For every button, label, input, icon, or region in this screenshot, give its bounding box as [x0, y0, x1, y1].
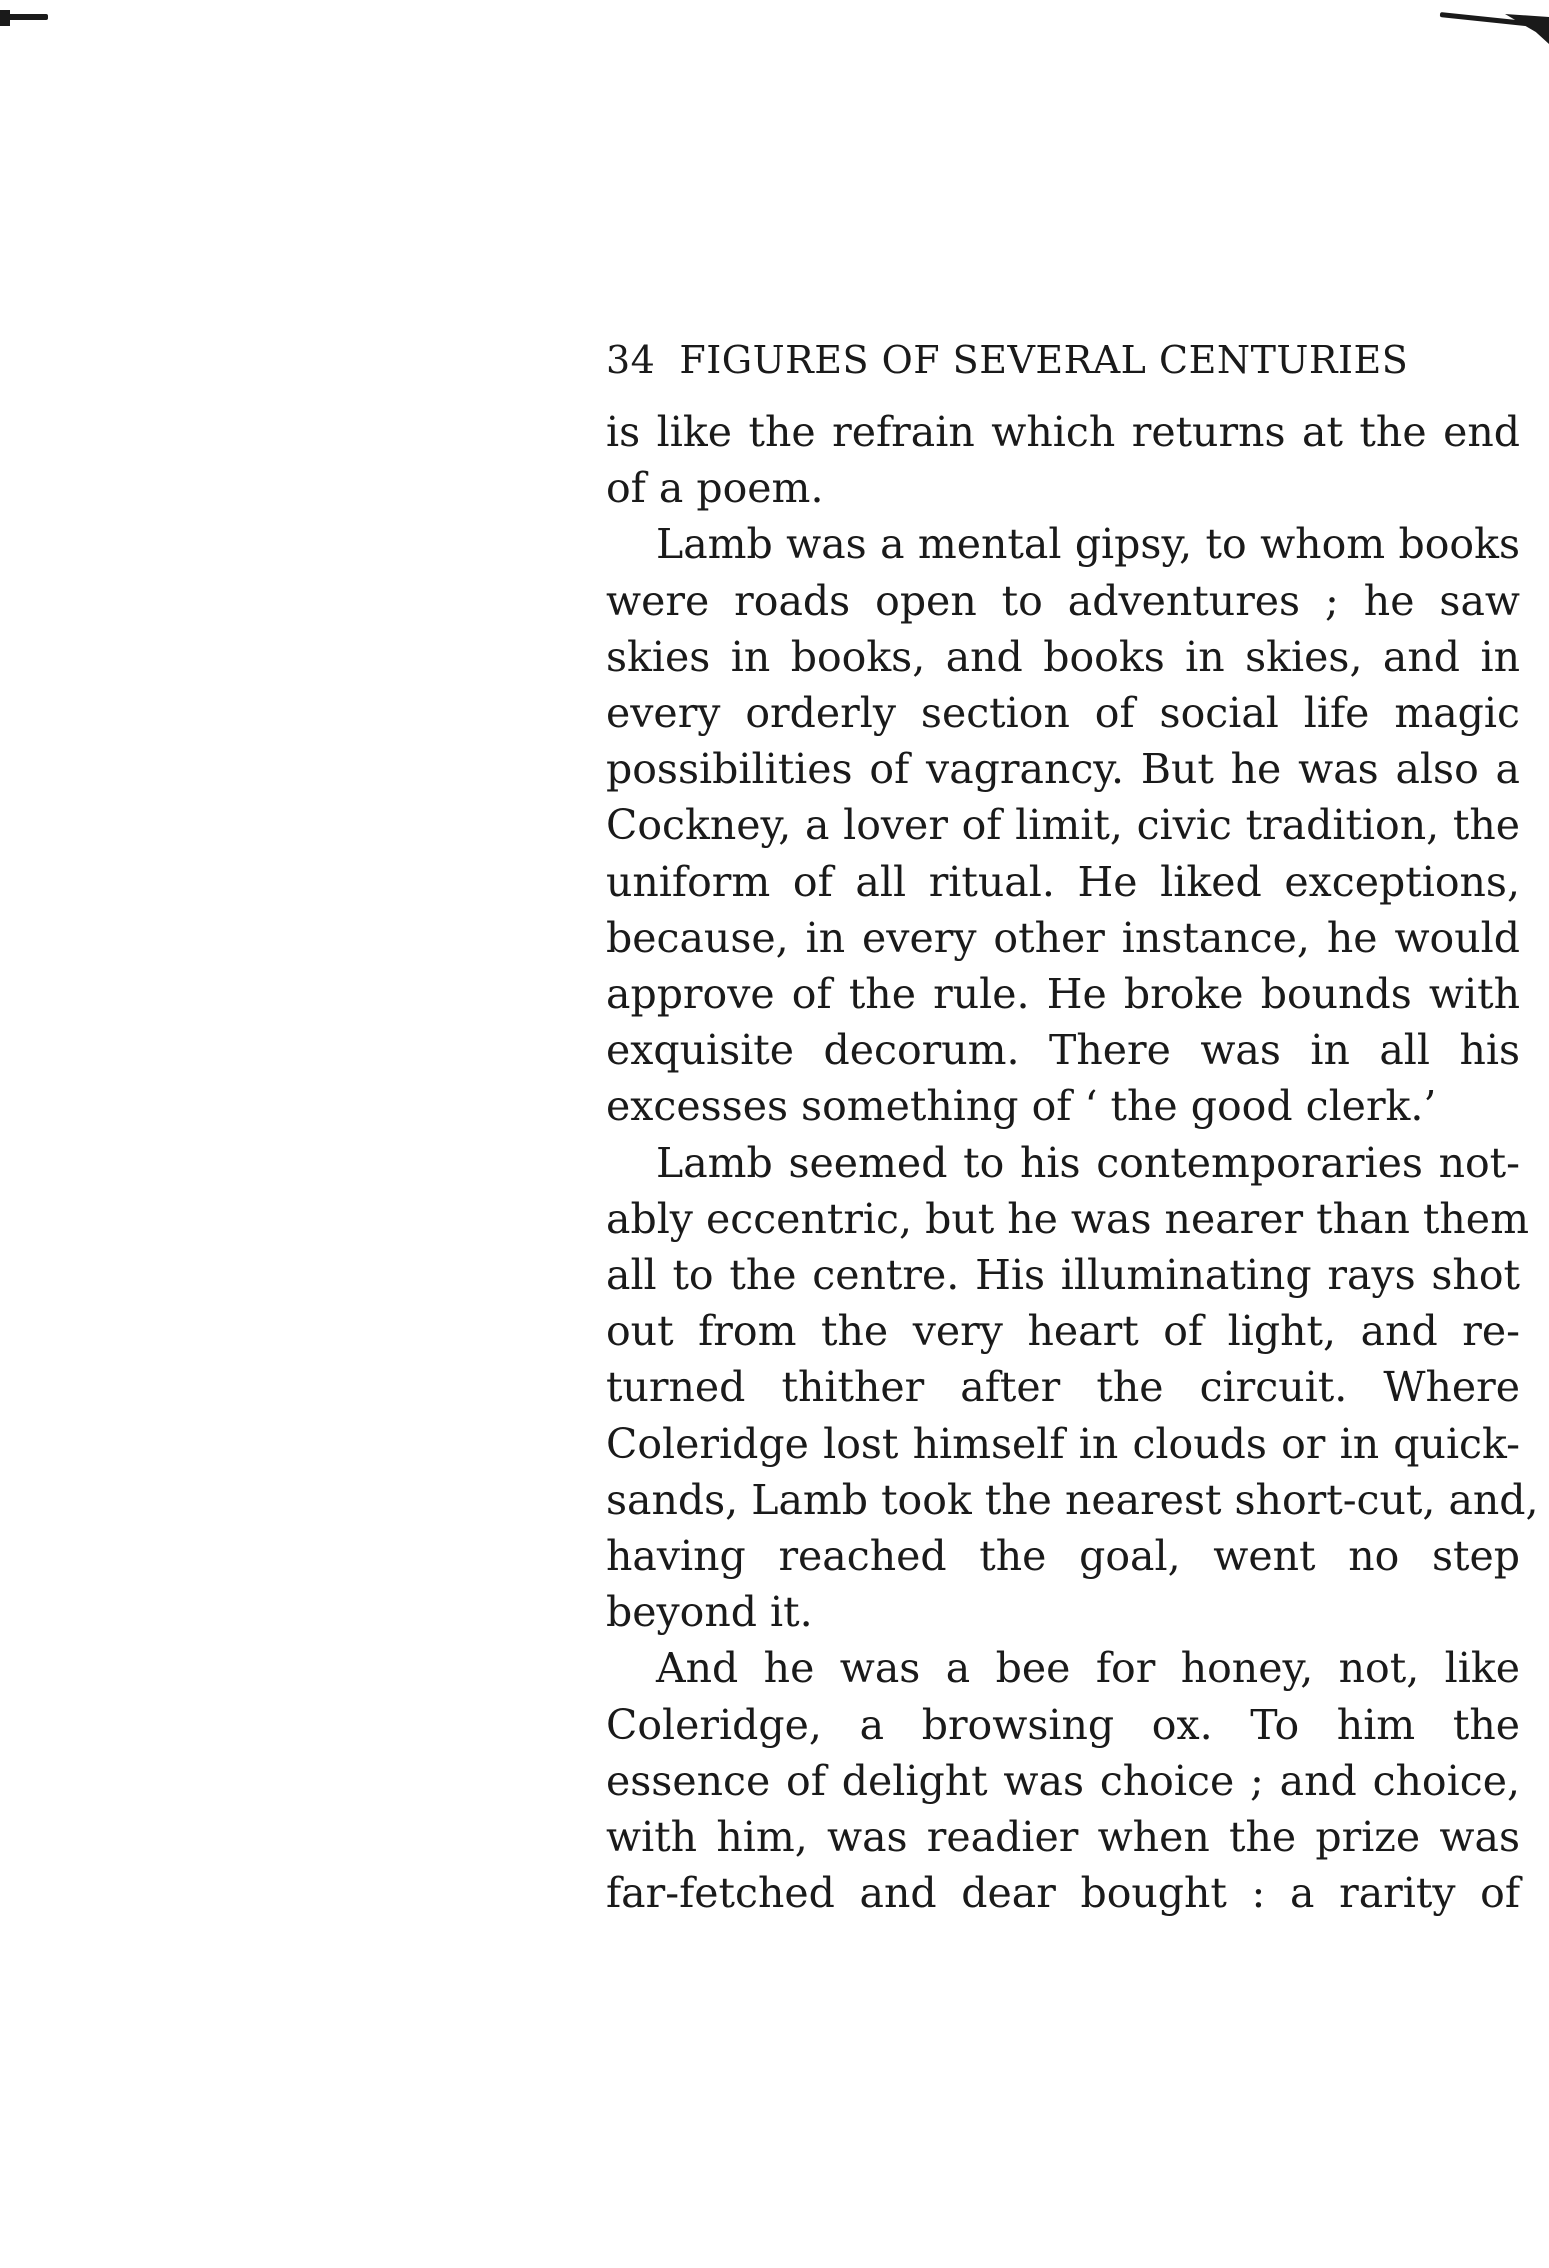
- text-line: of a poem.: [606, 464, 824, 513]
- text-line: far-fetched and dear bought : a rarity of: [606, 1869, 1520, 1918]
- running-title: FIGURES OF SEVERAL CENTURIES: [679, 338, 1409, 382]
- text-line: skies in books, and books in skies, and in: [606, 632, 1520, 681]
- body-text: [606, 404, 1539, 1921]
- text-line: with him, was readier when the prize was: [606, 1813, 1520, 1862]
- text-line: Coleridge lost himself in clouds or in quick-: [606, 1419, 1520, 1468]
- text-line: turned thither after the circuit. Where: [606, 1363, 1520, 1412]
- text-line: And he was a bee for honey, not, like: [656, 1644, 1520, 1693]
- text-line: Lamb was a mental gipsy, to whom books: [656, 520, 1520, 569]
- text-line: Lamb seemed to his contemporaries not-: [656, 1138, 1520, 1187]
- text-line: every orderly section of social life magic: [606, 689, 1520, 738]
- scan-edge-mark-left-corner: [0, 10, 10, 26]
- text-line: is like the refrain which returns at the end: [606, 408, 1520, 456]
- page-number: 34: [606, 338, 656, 382]
- text-line: were roads open to adventures ; he saw: [606, 576, 1520, 625]
- text-line: having reached the goal, went no step: [606, 1532, 1520, 1581]
- paragraph: [606, 1640, 1520, 1921]
- scan-edge-mark-right-corner: [1505, 14, 1549, 44]
- text-line: beyond it.: [606, 1588, 813, 1637]
- paragraph: [606, 1135, 1539, 1641]
- text-line: sands, Lamb took the nearest short-cut, and,: [606, 1475, 1539, 1524]
- page-text-block: [606, 330, 1539, 1921]
- text-line: excesses something of ‘ the good clerk.’: [606, 1082, 1437, 1131]
- text-line: Coleridge, a browsing ox. To him the: [606, 1700, 1520, 1749]
- text-line: because, in every other instance, he would: [606, 913, 1520, 962]
- text-line: essence of delight was choice ; and choice,: [606, 1756, 1520, 1805]
- paragraph: [606, 404, 1520, 516]
- text-line: exquisite decorum. There was in all his: [606, 1026, 1520, 1075]
- text-line: possibilities of vagrancy. But he was also a: [606, 745, 1520, 794]
- running-head: [606, 330, 1520, 390]
- text-line: out from the very heart of light, and re-: [606, 1307, 1520, 1356]
- text-line: approve of the rule. He broke bounds with: [606, 970, 1520, 1019]
- text-line: Cockney, a lover of limit, civic tradition, the: [606, 801, 1520, 850]
- text-line: all to the centre. His illuminating rays shot: [606, 1251, 1520, 1300]
- text-line: ably eccentric, but he was nearer than them: [606, 1194, 1529, 1243]
- paragraph: [606, 516, 1520, 1134]
- text-line: uniform of all ritual. He liked exceptions,: [606, 857, 1520, 906]
